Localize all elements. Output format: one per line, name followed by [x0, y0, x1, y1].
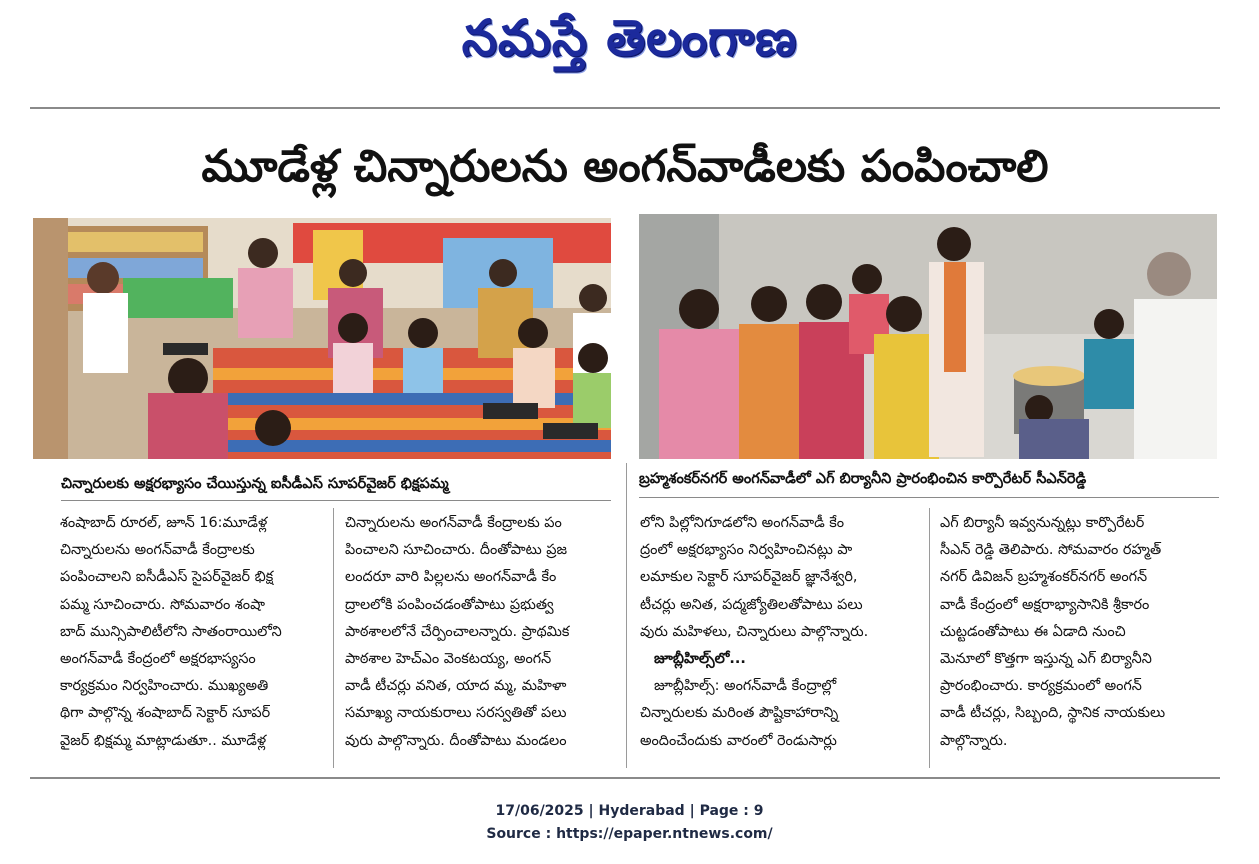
- article-column-3: [640, 510, 916, 755]
- column-divider-3: [929, 508, 930, 768]
- article-column-2: [345, 510, 613, 755]
- article-line: చిన్నారులను అంగన్‌వాడీ కేంద్రాలకు పం: [345, 515, 562, 531]
- top-divider: [30, 107, 1220, 109]
- article-line: వురు మహిళలు, చిన్నారులు పాల్గొన్నారు.: [640, 623, 869, 640]
- article-line: టీచర్లు అనిత, పద్మజ్యోతిలతోపాటు పలు: [640, 596, 863, 613]
- article-line: పంపించాలని ఐసీడీఎస్ సైపర్‌వైజర్ భిక్ష: [60, 569, 274, 586]
- article-line: ఎగ్ బిర్యానీ ఇవ్వనున్నట్లు కార్పొరేటర్: [940, 515, 1145, 531]
- article-line: ద్రంలో అక్షరభ్యాసం నిర్వహించినట్లు పా: [640, 542, 853, 559]
- article-line: సీఎన్ రెడ్డి తెలిపారు. సోమవారం రహ్మత్: [940, 542, 1162, 559]
- left-caption-divider: [61, 500, 611, 501]
- left-photo-caption: చిన్నారులకు అక్షరభ్యాసం చేయిస్తున్న ఐసీడీఎస్ సూపర్‌వైజర్ భిక్షపమ్మ: [61, 476, 449, 492]
- article-line: లమాకుల సెక్టార్ సూపర్‌వైజర్ జ్ఞానేశ్వరి,: [640, 569, 858, 586]
- article-line: ప్రారంభించారు. కార్యక్రమంలో అంగన్: [940, 678, 1142, 695]
- article-line: లందరూ వారి పిల్లలను అంగన్‌వాడీ కేం: [345, 569, 557, 586]
- anganwadi-class-photo: [33, 218, 611, 459]
- article-line: వైజర్ భిక్షమ్మ మాట్లాడుతూ.. మూడేళ్ల: [60, 732, 267, 749]
- subheading-jubilee-hills: జూబ్లీహిల్స్‌లో...: [654, 651, 746, 668]
- footer-date-line: 17/06/2025 | Hyderabad | Page : 9: [495, 803, 764, 819]
- article-line: అందించేందుకు వారంలో రెండుసార్లు: [640, 732, 837, 749]
- article-line: ద్రాలలోకి పంపించడంతోపాటు ప్రభుత్వ: [345, 596, 554, 613]
- article-line: కార్యక్రమం నిర్వహించారు. ముఖ్యఅతి: [60, 678, 269, 695]
- right-photo-caption: బ్రహ్మశంకర్‌నగర్ అంగన్‌వాడీలో ఎగ్ బిర్యానీని ప్రారంభించిన కార్పొరేటర్ సీఎన్‌రెడ్డి: [639, 471, 1087, 487]
- column-divider-1: [333, 508, 334, 768]
- article-line: థిగా పాల్గొన్న శంషాబాద్ సెక్టార్ సూపర్: [60, 705, 271, 722]
- article-line: వురు పాల్గొన్నారు. దీంతోపాటు మండలం: [345, 732, 567, 749]
- headline: మూడేళ్ల చిన్నారులను అంగన్‌వాడీలకు పంపించాలి: [201, 141, 1049, 192]
- article-line: సమాఖ్య నాయకురాలు సరస్వతితో పలు: [345, 705, 567, 722]
- article-line: చిన్నారులను అంగన్‌వాడీ కేంద్రాలకు: [60, 542, 255, 559]
- article-line: నగర్ డివిజన్ బ్రహ్మశంకర్‌నగర్ అంగన్: [940, 569, 1148, 586]
- article-line: జూబ్లీహిల్స్: అంగన్‌వాడీ కేంద్రాల్లో: [654, 678, 837, 695]
- article-line: పమ్మ సూచించారు. సోమవారం శంషా: [60, 596, 265, 613]
- right-photo: [639, 214, 1217, 459]
- article-line: అంగన్‌వాడీ కేంద్రంలో అక్షరభాస్యసం: [60, 651, 256, 668]
- bottom-divider: [30, 777, 1220, 779]
- article-line: వాడీ టీచర్లు, సిబ్బంది, స్థానిక నాయకులు: [940, 705, 1166, 722]
- article-line: చుట్టడంతోపాటు ఈ ఏడాది నుంచి: [940, 623, 1126, 640]
- newspaper-masthead: [0, 2, 1259, 74]
- article-line: శంషాబాద్ రూరల్, జూన్ 16:మూడేళ్ల: [60, 515, 268, 531]
- left-photo: [33, 218, 611, 459]
- column-divider-2: [626, 463, 627, 768]
- article-line: చిన్నారులకు మరింత పౌష్టికాహారాన్ని: [640, 705, 839, 722]
- article-line: బాద్ మున్సిపాలిటీలోని సాతంరాయిలోని: [60, 623, 282, 640]
- egg-biryani-launch-photo: [639, 214, 1217, 459]
- article-line: పాల్గొన్నారు.: [940, 732, 1008, 749]
- article-line: మెనూలో కొత్తగా ఇస్తున్న ఎగ్ బిర్యానీని: [940, 651, 1152, 668]
- article-line: వాడీ టీచర్లు వనిత, యాద మ్మ, మహిళా: [345, 678, 567, 695]
- right-caption-divider: [639, 497, 1219, 498]
- article-line: లోని పిల్లోనిగూడలోని అంగన్‌వాడీ కేం: [640, 515, 845, 531]
- article-line: పాఠశాల హెచ్‌ఎం వెంకటయ్య, అంగన్: [345, 651, 552, 668]
- article-line: వాడీ కేంద్రంలో అక్షరాభ్యాసానికి శ్రీకారం: [940, 596, 1150, 613]
- masthead-logo-text: నమస్తే తెలంగాణ: [461, 9, 798, 67]
- footer-source-link[interactable]: Source : https://epaper.ntnews.com/: [486, 826, 773, 842]
- article-line: పించాలని సూచించారు. దీంతోపాటు ప్రజ: [345, 542, 568, 559]
- article-column-4: [940, 510, 1218, 755]
- article-column-1: [60, 510, 314, 755]
- article-line: పాఠశాలలోనే చేర్పించాలన్నారు. ప్రాథమిక: [345, 623, 570, 640]
